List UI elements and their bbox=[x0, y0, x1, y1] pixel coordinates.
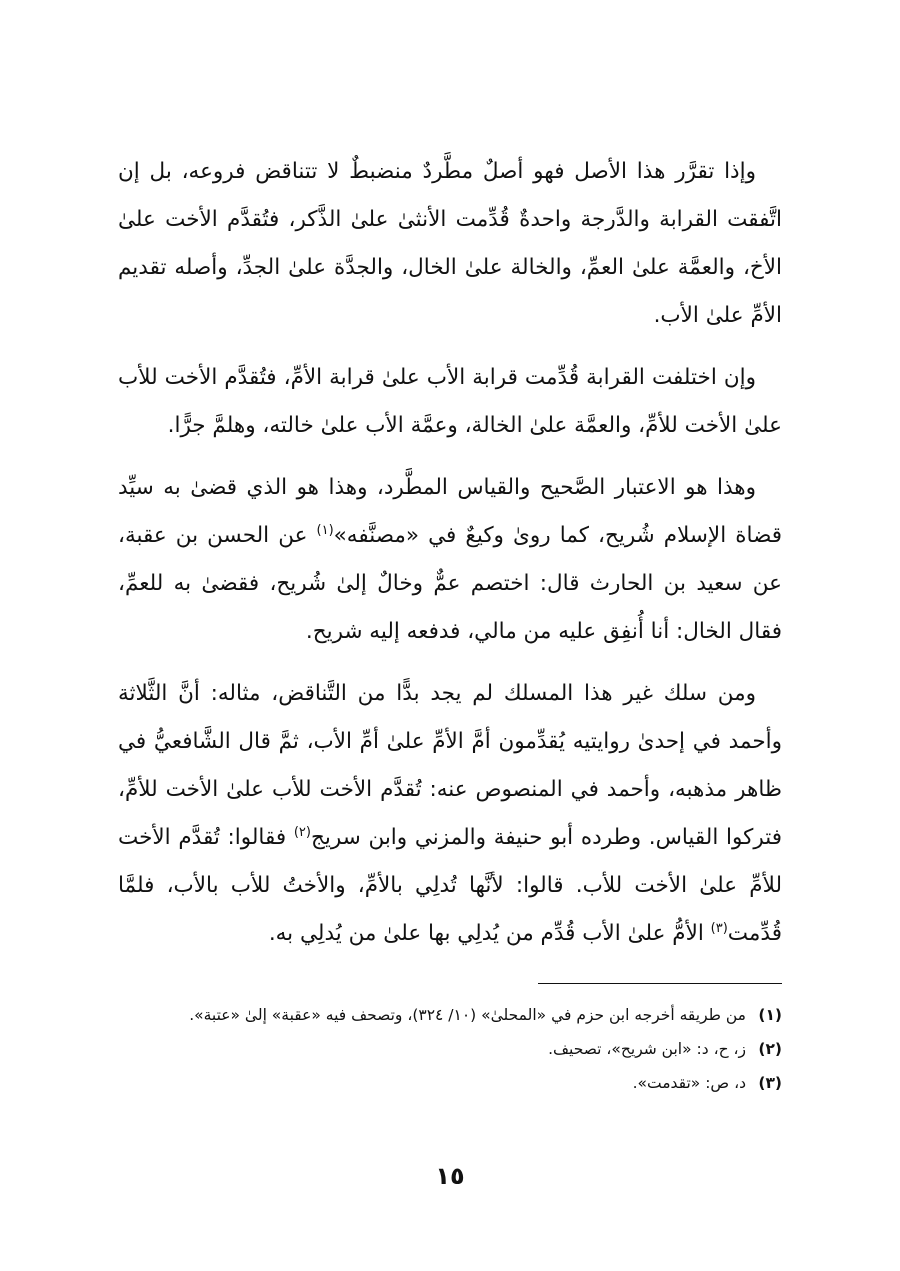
main-text bbox=[118, 148, 782, 972]
footnote-ref-3: (٣) bbox=[710, 920, 728, 936]
paragraph-4 bbox=[118, 670, 782, 958]
footnote-ref-2: (٢) bbox=[293, 824, 311, 840]
footnote-2 bbox=[118, 1032, 782, 1066]
footnote-number: (١) bbox=[758, 1006, 782, 1024]
paragraph-4-text-a: ومن سلك غير هذا المسلك لم يجد بدًّا من التَّناقض، مثاله: أنَّ الثَّلاثة وأحمد في إحدىٰ روايتيه يُقدِّمون أمَّ الأمِّ علىٰ أمِّ الأب، ثمَّ قال الشَّافعيُّ في ظاهر مذهبه، وأحمد في المنصوص عنه: تُقدَّم الأخت للأب علىٰ الأخت للأمِّ، فتركوا القياس. وطرده أبو حنيفة والمزني وابن سريج bbox=[118, 681, 782, 850]
footnote-text: من طريقه أخرجه ابن حزم في «المحلىٰ» (١٠/ ٣٢٤)، وتصحف فيه «عقبة» إلىٰ «عتبة». bbox=[189, 1006, 746, 1024]
paragraph-3-text-a: وهذا هو الاعتبار الصَّحيح والقياس المطَّرد، وهذا هو الذي قضىٰ به سيِّد قضاة الإسلام شُريح، كما روىٰ وكيعٌ في «مصنَّفه» bbox=[118, 475, 782, 548]
footnote-1 bbox=[118, 998, 782, 1032]
footnote-ref-1: (١) bbox=[316, 522, 334, 538]
paragraph-3 bbox=[118, 464, 782, 656]
footnote-number: (٣) bbox=[758, 1074, 782, 1092]
footnotes bbox=[118, 998, 782, 1100]
footnote-separator bbox=[538, 983, 782, 984]
footnote-text: ز، ح، د: «ابن شريح»، تصحيف. bbox=[548, 1040, 746, 1058]
paragraph-4-text-b: فقالوا: تُقدَّم الأخت للأمِّ علىٰ الأخت للأب. قالوا: لأنَّها تُدلِي بالأمِّ، والأختُ للأب بالأب، فلمَّا قُدِّمت bbox=[118, 825, 782, 946]
footnote-text: د، ص: «تقدمت». bbox=[632, 1074, 746, 1092]
footnote-3 bbox=[118, 1066, 782, 1100]
page-number: ١٥ bbox=[435, 1162, 465, 1190]
footnote-number: (٢) bbox=[758, 1040, 782, 1058]
paragraph-3-text-b: عن الحسن بن عقبة، عن سعيد بن الحارث قال: اختصم عمٌّ وخالٌ إلىٰ شُريح، فقضىٰ به للعمِّ، فقال الخال: أنا أُنفِق عليه من مالي، فدفعه إليه شريح. bbox=[118, 523, 782, 644]
paragraph-2: وإن اختلفت القرابة قُدِّمت قرابة الأب علىٰ قرابة الأمِّ، فتُقدَّم الأخت للأب علىٰ الأخت للأمِّ، والعمَّة علىٰ الخالة، وعمَّة الأب علىٰ خالته، وهلمَّ جرًّا. bbox=[118, 365, 782, 438]
paragraph-1: وإذا تقرَّر هذا الأصل فهو أصلٌ مطَّردٌ منضبطٌ لا تتناقض فروعه، بل إن اتَّفقت القرابة والدَّرجة واحدةٌ قُدِّمت الأنثىٰ علىٰ الذَّكر، فتُقدَّم الأخت علىٰ الأخ، والعمَّة علىٰ العمِّ، والخالة علىٰ الخال، والجدَّة علىٰ الجدِّ، وأصله تقديم الأمِّ علىٰ الأب. bbox=[118, 159, 782, 328]
paragraph-4-text-c: الأمُّ علىٰ الأب قُدِّم من يُدلِي بها علىٰ من يُدلِي به. bbox=[268, 921, 711, 946]
